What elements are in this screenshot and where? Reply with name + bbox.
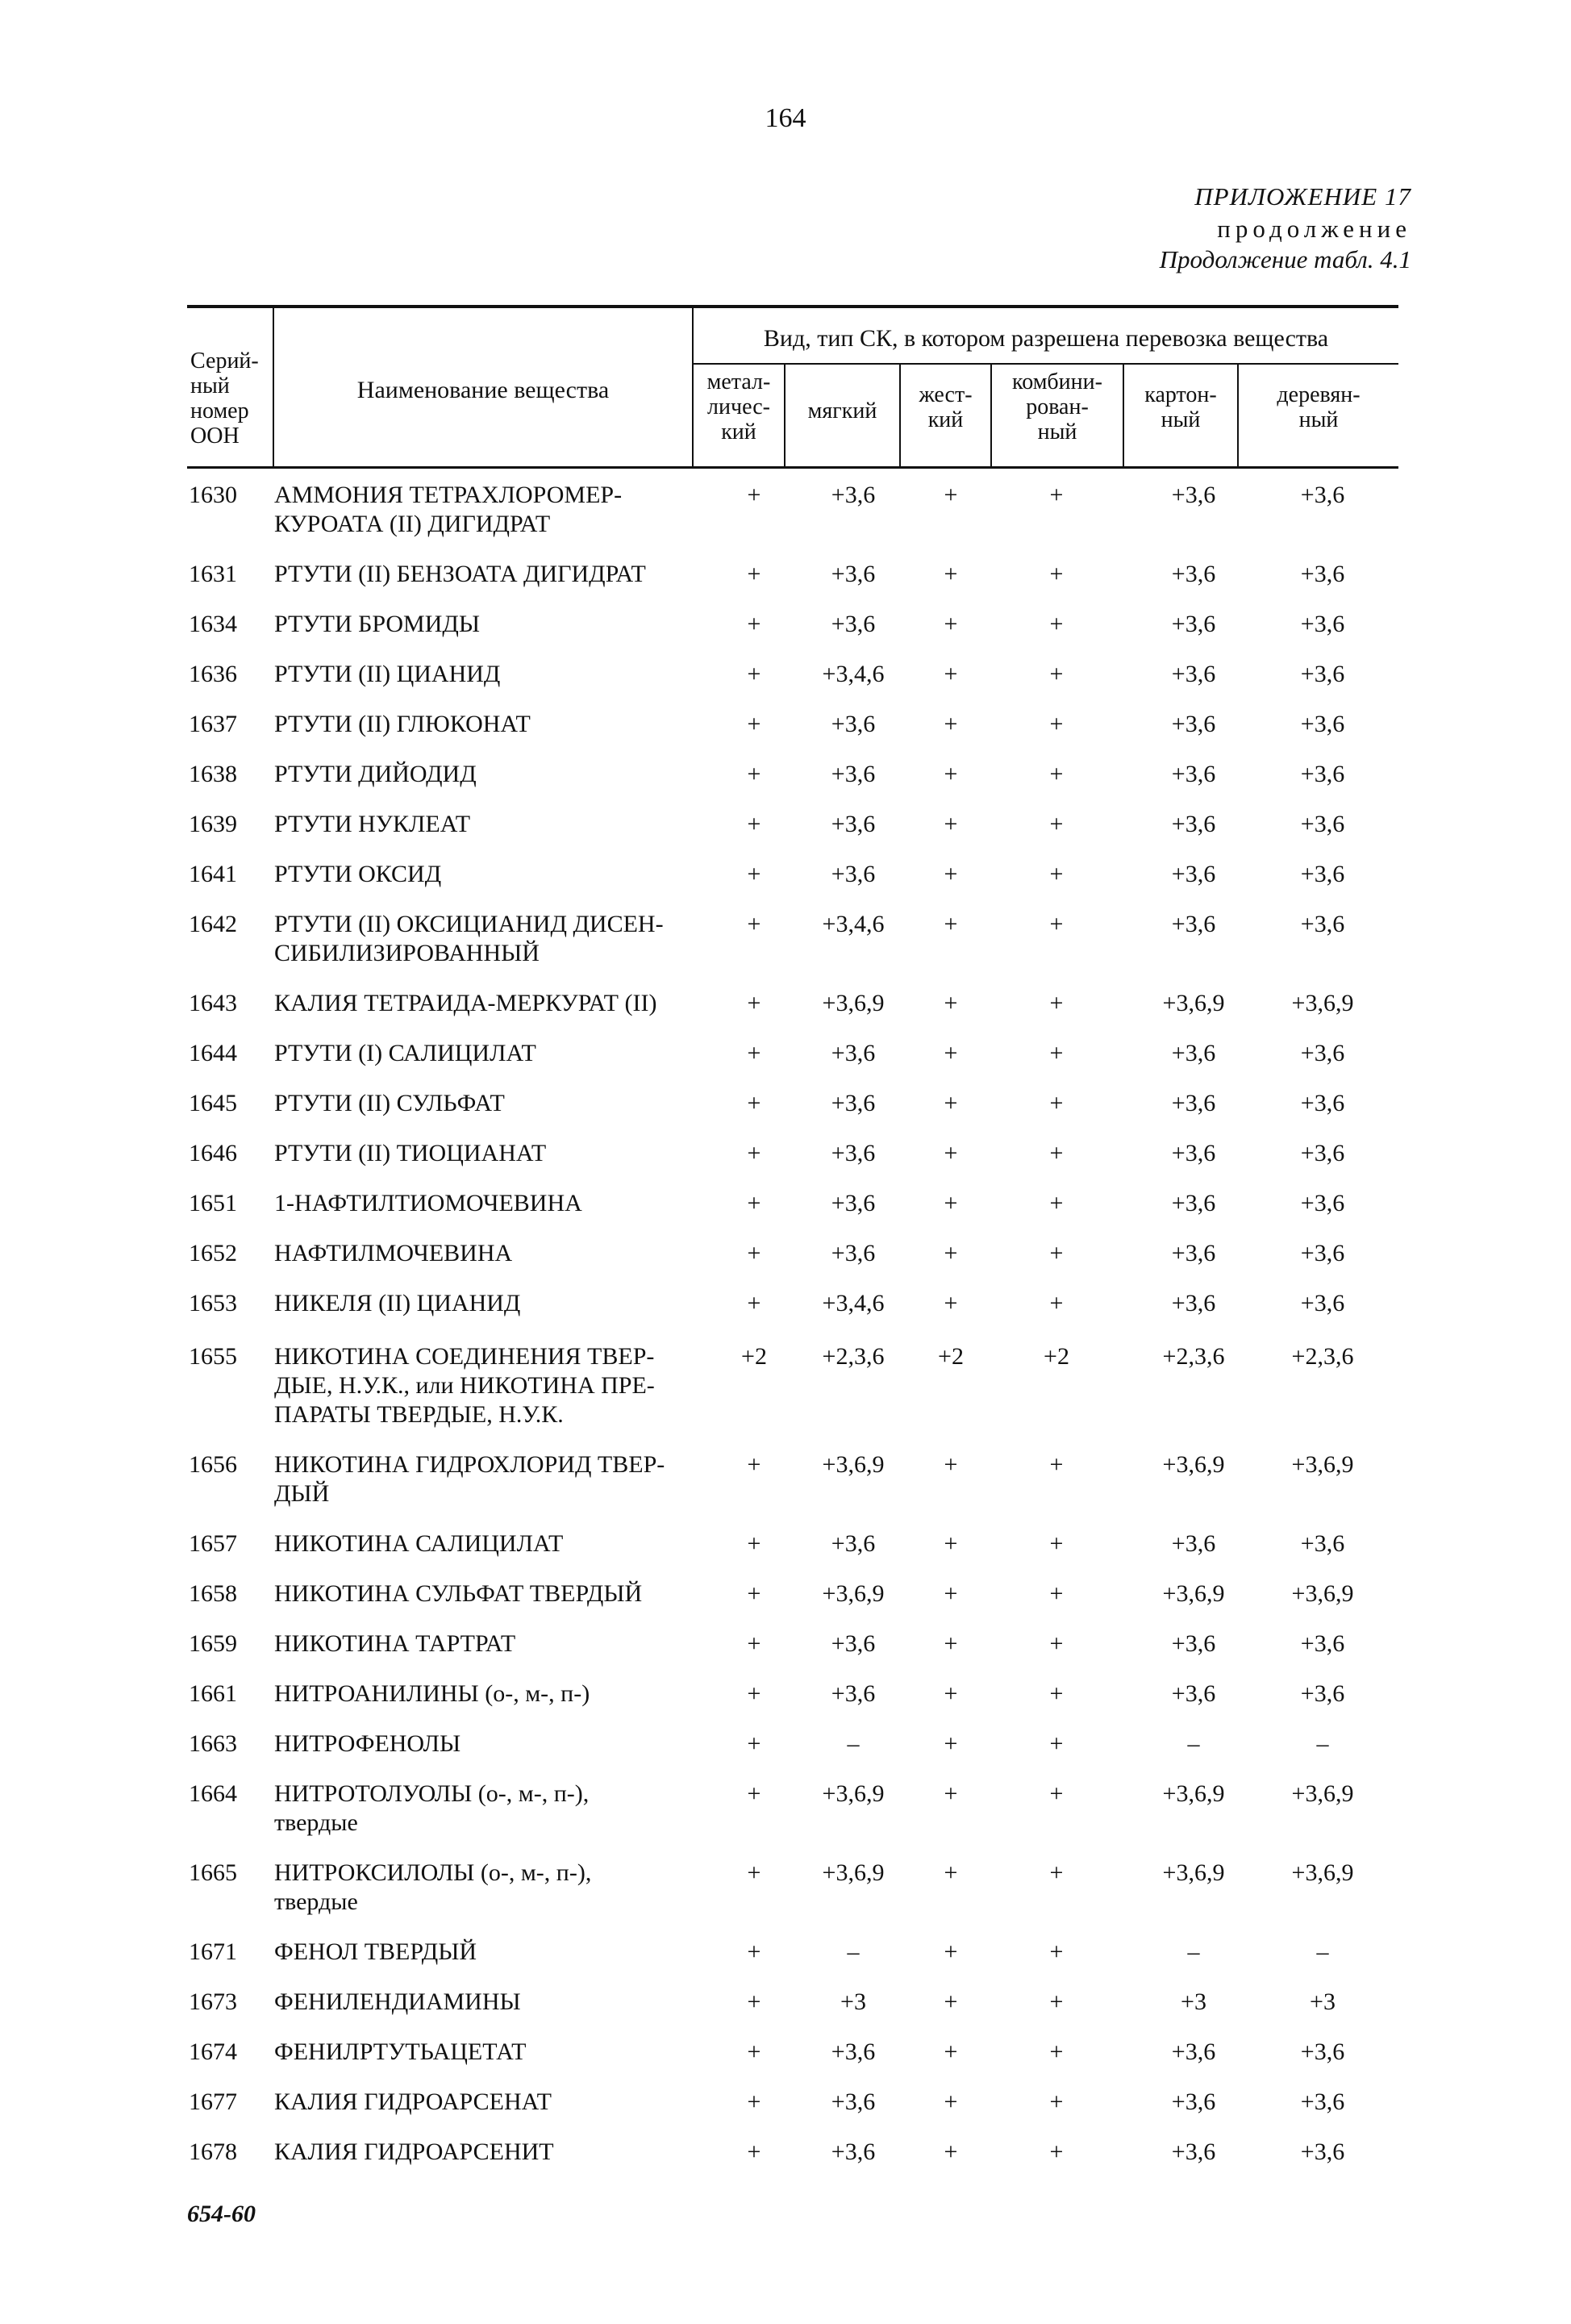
un-number: 1653 xyxy=(189,1290,237,1316)
wooden-value: +3,6 xyxy=(1300,611,1345,637)
un-number: 1631 xyxy=(189,561,237,587)
carton-value: +3,6 xyxy=(1171,2088,1216,2115)
combined-value: + xyxy=(1049,1090,1064,1116)
hard-value: + xyxy=(944,1680,958,1707)
carton-value: +3,6 xyxy=(1171,1140,1216,1166)
metal-value: + xyxy=(747,611,761,637)
combined-value: + xyxy=(1049,482,1064,508)
combined-value: + xyxy=(1049,711,1064,737)
wooden-value: +3,6 xyxy=(1300,1190,1345,1216)
wooden-value: +3,6 xyxy=(1300,1040,1345,1066)
header-wooden: деревян- ный xyxy=(1277,382,1361,432)
un-number: 1639 xyxy=(189,811,237,837)
wooden-value: +3,6 xyxy=(1300,2138,1345,2165)
wooden-value: +3,6 xyxy=(1300,2088,1345,2115)
wooden-value: +3,6 xyxy=(1300,711,1345,737)
substance-name: РТУТИ (II) ОКСИЦИАНИД ДИСЕН- СИБИЛИЗИРОВАННЫЙ xyxy=(274,911,664,966)
substance-name: 1-НАФТИЛТИОМОЧЕВИНА xyxy=(274,1190,582,1216)
carton-value: +3,6 xyxy=(1171,661,1216,687)
metal-value: + xyxy=(747,990,761,1016)
soft-value: +3,6 xyxy=(831,482,876,508)
substance-name: РТУТИ БРОМИДЫ xyxy=(274,611,481,637)
hard-value: + xyxy=(944,761,958,787)
carton-value: +3,6,9 xyxy=(1162,1580,1225,1607)
un-number: 1663 xyxy=(189,1730,237,1757)
metal-value: + xyxy=(747,1630,761,1657)
wooden-value: +3,6 xyxy=(1300,1680,1345,1707)
soft-value: +3,4,6 xyxy=(822,1290,885,1316)
substance-name: РТУТИ ОКСИД xyxy=(274,861,442,887)
header-metal: метал- личес- кий xyxy=(706,369,771,444)
metal-value: + xyxy=(747,1859,761,1886)
hard-value: +2 xyxy=(938,1343,964,1370)
wooden-value: +3,6 xyxy=(1300,811,1345,837)
metal-value: + xyxy=(747,1530,761,1557)
substance-name: АММОНИЯ ТЕТРАХЛОРОМЕР- КУРОАТА (II) ДИГИДРАТ xyxy=(274,482,623,537)
substance-name: НИКОТИНА САЛИЦИЛАТ xyxy=(274,1530,564,1557)
header-hard: жест- кий xyxy=(919,382,973,432)
un-number: 1655 xyxy=(189,1343,237,1370)
soft-value: +3 xyxy=(840,1988,866,2015)
wooden-value: +3,6 xyxy=(1300,482,1345,508)
substance-name: РТУТИ (II) СУЛЬФАТ xyxy=(274,1090,505,1116)
metal-value: + xyxy=(747,1730,761,1757)
metal-value: + xyxy=(747,661,761,687)
carton-value: +3,6 xyxy=(1171,2038,1216,2065)
hard-value: + xyxy=(944,1290,958,1316)
carton-value: – xyxy=(1187,1730,1200,1757)
substance-name: КАЛИЯ ГИДРОАРСЕНАТ xyxy=(274,2088,552,2115)
un-number: 1665 xyxy=(189,1859,237,1886)
substance-name: НИТРОФЕНОЛЫ xyxy=(274,1730,461,1757)
hard-value: + xyxy=(944,611,958,637)
combined-value: + xyxy=(1049,561,1064,587)
un-number: 1651 xyxy=(189,1190,237,1216)
wooden-value: +3,6 xyxy=(1300,1240,1345,1266)
carton-value: +3,6 xyxy=(1171,1240,1216,1266)
soft-value: – xyxy=(847,1938,860,1965)
carton-value: +3,6 xyxy=(1171,1290,1216,1316)
metal-value: + xyxy=(747,1938,761,1965)
un-number: 1674 xyxy=(189,2038,237,2065)
carton-value: +3,6,9 xyxy=(1162,1780,1225,1807)
soft-value: +3,6 xyxy=(831,611,876,637)
un-number: 1656 xyxy=(189,1451,237,1478)
wooden-value: +3,6 xyxy=(1300,2038,1345,2065)
un-number: 1659 xyxy=(189,1630,237,1657)
metal-value: + xyxy=(747,1680,761,1707)
substance-name: РТУТИ (II) ТИОЦИАНАТ xyxy=(274,1140,547,1166)
carton-value: +3,6,9 xyxy=(1162,990,1225,1016)
appendix-continuation: продолжение xyxy=(1217,215,1411,243)
soft-value: +3,6 xyxy=(831,1630,876,1657)
metal-value: + xyxy=(747,911,761,937)
un-number: 1646 xyxy=(189,1140,237,1166)
wooden-value: +3,6 xyxy=(1300,1090,1345,1116)
combined-value: + xyxy=(1049,1630,1064,1657)
combined-value: + xyxy=(1049,611,1064,637)
metal-value: + xyxy=(747,1988,761,2015)
hard-value: + xyxy=(944,1451,958,1478)
wooden-value: +3,6 xyxy=(1300,1630,1345,1657)
combined-value: + xyxy=(1049,1730,1064,1757)
header-soft: мягкий xyxy=(807,398,877,423)
wooden-value: +3,6,9 xyxy=(1291,1859,1354,1886)
soft-value: +3,6 xyxy=(831,1680,876,1707)
carton-value: +3,6,9 xyxy=(1162,1859,1225,1886)
hard-value: + xyxy=(944,711,958,737)
metal-value: + xyxy=(747,482,761,508)
soft-value: +3,6 xyxy=(831,1040,876,1066)
combined-value: + xyxy=(1049,990,1064,1016)
carton-value: – xyxy=(1187,1938,1200,1965)
substance-name: НАФТИЛМОЧЕВИНА xyxy=(274,1240,513,1266)
carton-value: +3,6 xyxy=(1171,1190,1216,1216)
wooden-value: +3,6 xyxy=(1300,1530,1345,1557)
soft-value: +3,6 xyxy=(831,1090,876,1116)
header-substance-name: Наименование вещества xyxy=(356,377,610,403)
wooden-value: +3,6,9 xyxy=(1291,990,1354,1016)
metal-value: + xyxy=(747,1780,761,1807)
carton-value: +3,6 xyxy=(1171,711,1216,737)
substance-name: НИКОТИНА СОЕДИНЕНИЯ ТВЕР- ДЫЕ, Н.У.К., или НИКОТИНА ПРЕ- ПАРАТЫ ТВЕРДЫЕ, Н.У.К. xyxy=(274,1343,655,1428)
soft-value: – xyxy=(847,1730,860,1757)
carton-value: +3,6 xyxy=(1171,761,1216,787)
wooden-value: +2,3,6 xyxy=(1291,1343,1354,1370)
carton-value: +3,6 xyxy=(1171,611,1216,637)
soft-value: +3,6,9 xyxy=(822,1580,885,1607)
substance-name: РТУТИ ДИЙОДИД xyxy=(274,761,477,787)
carton-value: +3,6 xyxy=(1171,811,1216,837)
combined-value: + xyxy=(1049,761,1064,787)
substance-name: РТУТИ (II) ГЛЮКОНАТ xyxy=(274,711,531,737)
wooden-value: +3,6,9 xyxy=(1291,1451,1354,1478)
metal-value: + xyxy=(747,561,761,587)
carton-value: +3,6 xyxy=(1171,1090,1216,1116)
combined-value: + xyxy=(1049,1938,1064,1965)
combined-value: + xyxy=(1049,861,1064,887)
substance-name: ФЕНИЛРТУТЬАЦЕТАТ xyxy=(274,2038,527,2065)
un-number: 1657 xyxy=(189,1530,237,1557)
hard-value: + xyxy=(944,911,958,937)
substance-name: РТУТИ НУКЛЕАТ xyxy=(274,811,471,837)
header-bottom-rule xyxy=(187,466,1398,469)
hard-value: + xyxy=(944,661,958,687)
substance-name: КАЛИЯ ГИДРОАРСЕНИТ xyxy=(274,2138,554,2165)
substance-name: НИКОТИНА ТАРТРАТ xyxy=(274,1630,516,1657)
hard-value: + xyxy=(944,1630,958,1657)
carton-value: +2,3,6 xyxy=(1162,1343,1225,1370)
table-reference: Продолжение табл. 4.1 xyxy=(1159,245,1411,273)
hard-value: + xyxy=(944,990,958,1016)
print-code: 654-60 xyxy=(187,2201,256,2227)
header-top-rule xyxy=(187,305,1398,308)
soft-value: +3,6 xyxy=(831,2138,876,2165)
wooden-value: +3,6 xyxy=(1300,1140,1345,1166)
combined-value: + xyxy=(1049,1190,1064,1216)
wooden-value: +3,6 xyxy=(1300,761,1345,787)
metal-value: + xyxy=(747,1040,761,1066)
hard-value: + xyxy=(944,1780,958,1807)
carton-value: +3 xyxy=(1181,1988,1206,2015)
un-number: 1678 xyxy=(189,2138,237,2165)
soft-value: +2,3,6 xyxy=(822,1343,885,1370)
soft-value: +3,6 xyxy=(831,1190,876,1216)
hard-value: + xyxy=(944,1730,958,1757)
substance-name: НИТРОКСИЛОЛЫ (о-, м-, п-), твердые xyxy=(274,1859,592,1915)
un-number: 1636 xyxy=(189,661,237,687)
carton-value: +3,6 xyxy=(1171,1680,1216,1707)
combined-value: + xyxy=(1049,2088,1064,2115)
combined-value: + xyxy=(1049,1988,1064,2015)
soft-value: +3,6 xyxy=(831,1530,876,1557)
combined-value: + xyxy=(1049,1859,1064,1886)
wooden-value: – xyxy=(1316,1938,1329,1965)
hard-value: + xyxy=(944,2038,958,2065)
wooden-value: +3,6 xyxy=(1300,911,1345,937)
hard-value: + xyxy=(944,482,958,508)
un-number: 1677 xyxy=(189,2088,237,2115)
combined-value: + xyxy=(1049,1780,1064,1807)
combined-value: + xyxy=(1049,1040,1064,1066)
hard-value: + xyxy=(944,1190,958,1216)
metal-value: + xyxy=(747,1190,761,1216)
metal-value: +2 xyxy=(741,1343,767,1370)
metal-value: + xyxy=(747,1240,761,1266)
substance-name: КАЛИЯ ТЕТРАИДА-МЕРКУРАТ (II) xyxy=(274,990,657,1016)
wooden-value: +3,6 xyxy=(1300,861,1345,887)
header-combined: комбини- рован- ный xyxy=(1012,369,1102,444)
wooden-value: +3,6,9 xyxy=(1291,1780,1354,1807)
metal-value: + xyxy=(747,2138,761,2165)
un-number: 1664 xyxy=(189,1780,237,1807)
soft-value: +3,6 xyxy=(831,561,876,587)
metal-value: + xyxy=(747,1451,761,1478)
metal-value: + xyxy=(747,1090,761,1116)
un-number: 1645 xyxy=(189,1090,237,1116)
combined-value: + xyxy=(1049,1451,1064,1478)
hard-value: + xyxy=(944,2088,958,2115)
combined-value: + xyxy=(1049,661,1064,687)
combined-value: + xyxy=(1049,2138,1064,2165)
substance-name: РТУТИ (I) САЛИЦИЛАТ xyxy=(274,1040,536,1066)
wooden-value: – xyxy=(1316,1730,1329,1757)
hard-value: + xyxy=(944,1040,958,1066)
metal-value: + xyxy=(747,1290,761,1316)
hard-value: + xyxy=(944,1580,958,1607)
hard-value: + xyxy=(944,1090,958,1116)
carton-value: +3,6 xyxy=(1171,482,1216,508)
substance-name: НИКОТИНА ГИДРОХЛОРИД ТВЕР- ДЫЙ xyxy=(274,1451,665,1507)
un-number: 1658 xyxy=(189,1580,237,1607)
hard-value: + xyxy=(944,1140,958,1166)
header-carton: картон- ный xyxy=(1144,382,1217,432)
substance-name: НИКЕЛЯ (II) ЦИАНИД xyxy=(274,1290,521,1316)
soft-value: +3,4,6 xyxy=(822,911,885,937)
carton-value: +3,6 xyxy=(1171,1630,1216,1657)
page-number: 164 xyxy=(765,103,806,133)
soft-value: +3,6 xyxy=(831,1240,876,1266)
hard-value: + xyxy=(944,1859,958,1886)
metal-value: + xyxy=(747,2088,761,2115)
un-number: 1637 xyxy=(189,711,237,737)
soft-value: +3,6,9 xyxy=(822,990,885,1016)
combined-value: + xyxy=(1049,911,1064,937)
wooden-value: +3,6,9 xyxy=(1291,1580,1354,1607)
combined-value: +2 xyxy=(1044,1343,1069,1370)
carton-value: +3,6 xyxy=(1171,861,1216,887)
un-number: 1661 xyxy=(189,1680,237,1707)
combined-value: + xyxy=(1049,1580,1064,1607)
soft-value: +3,6 xyxy=(831,861,876,887)
wooden-value: +3 xyxy=(1310,1988,1336,2015)
header-container-group: Вид, тип СК, в котором разрешена перевозка вещества xyxy=(763,325,1329,352)
hard-value: + xyxy=(944,1988,958,2015)
carton-value: +3,6 xyxy=(1171,1040,1216,1066)
metal-value: + xyxy=(747,1580,761,1607)
substance-name: НИТРОАНИЛИНЫ (о-, м-, п-) xyxy=(274,1680,590,1707)
soft-value: +3,6 xyxy=(831,811,876,837)
soft-value: +3,6,9 xyxy=(822,1780,885,1807)
soft-value: +3,6 xyxy=(831,1140,876,1166)
substance-name: РТУТИ (II) ЦИАНИД xyxy=(274,661,501,687)
hard-value: + xyxy=(944,1240,958,1266)
soft-value: +3,6 xyxy=(831,2038,876,2065)
combined-value: + xyxy=(1049,2038,1064,2065)
wooden-value: +3,6 xyxy=(1300,561,1345,587)
substance-name: ФЕНОЛ ТВЕРДЫЙ xyxy=(274,1938,477,1965)
soft-value: +3,6,9 xyxy=(822,1451,885,1478)
combined-value: + xyxy=(1049,1240,1064,1266)
hard-value: + xyxy=(944,561,958,587)
metal-value: + xyxy=(747,2038,761,2065)
un-number: 1644 xyxy=(189,1040,237,1066)
carton-value: +3,6 xyxy=(1171,1530,1216,1557)
soft-value: +3,6 xyxy=(831,761,876,787)
combined-value: + xyxy=(1049,1530,1064,1557)
hard-value: + xyxy=(944,811,958,837)
combined-value: + xyxy=(1049,811,1064,837)
header-un-number: Серий- ный номер ООН xyxy=(190,348,259,449)
carton-value: +3,6 xyxy=(1171,911,1216,937)
un-number: 1642 xyxy=(189,911,237,937)
un-number: 1652 xyxy=(189,1240,237,1266)
un-number: 1638 xyxy=(189,761,237,787)
hard-value: + xyxy=(944,2138,958,2165)
hard-value: + xyxy=(944,861,958,887)
metal-value: + xyxy=(747,811,761,837)
wooden-value: +3,6 xyxy=(1300,661,1345,687)
hard-value: + xyxy=(944,1938,958,1965)
metal-value: + xyxy=(747,861,761,887)
metal-value: + xyxy=(747,1140,761,1166)
soft-value: +3,6 xyxy=(831,711,876,737)
soft-value: +3,6,9 xyxy=(822,1859,885,1886)
un-number: 1671 xyxy=(189,1938,237,1965)
metal-value: + xyxy=(747,761,761,787)
soft-value: +3,6 xyxy=(831,2088,876,2115)
carton-value: +3,6 xyxy=(1171,2138,1216,2165)
combined-value: + xyxy=(1049,1680,1064,1707)
carton-value: +3,6,9 xyxy=(1162,1451,1225,1478)
substance-name: РТУТИ (II) БЕНЗОАТА ДИГИДРАТ xyxy=(274,561,646,587)
carton-value: +3,6 xyxy=(1171,561,1216,587)
substance-name: НИКОТИНА СУЛЬФАТ ТВЕРДЫЙ xyxy=(274,1580,643,1607)
un-number: 1641 xyxy=(189,861,237,887)
substance-name: НИТРОТОЛУОЛЫ (о-, м-, п-), твердые xyxy=(274,1780,590,1836)
un-number: 1673 xyxy=(189,1988,237,2015)
hard-value: + xyxy=(944,1530,958,1557)
appendix-title: ПРИЛОЖЕНИЕ 17 xyxy=(1194,182,1411,211)
un-number: 1634 xyxy=(189,611,237,637)
wooden-value: +3,6 xyxy=(1300,1290,1345,1316)
header-group-rule xyxy=(692,363,1398,365)
metal-value: + xyxy=(747,711,761,737)
un-number: 1630 xyxy=(189,482,237,508)
soft-value: +3,4,6 xyxy=(822,661,885,687)
un-number: 1643 xyxy=(189,990,237,1016)
combined-value: + xyxy=(1049,1140,1064,1166)
combined-value: + xyxy=(1049,1290,1064,1316)
substance-name: ФЕНИЛЕНДИАМИНЫ xyxy=(274,1988,521,2015)
